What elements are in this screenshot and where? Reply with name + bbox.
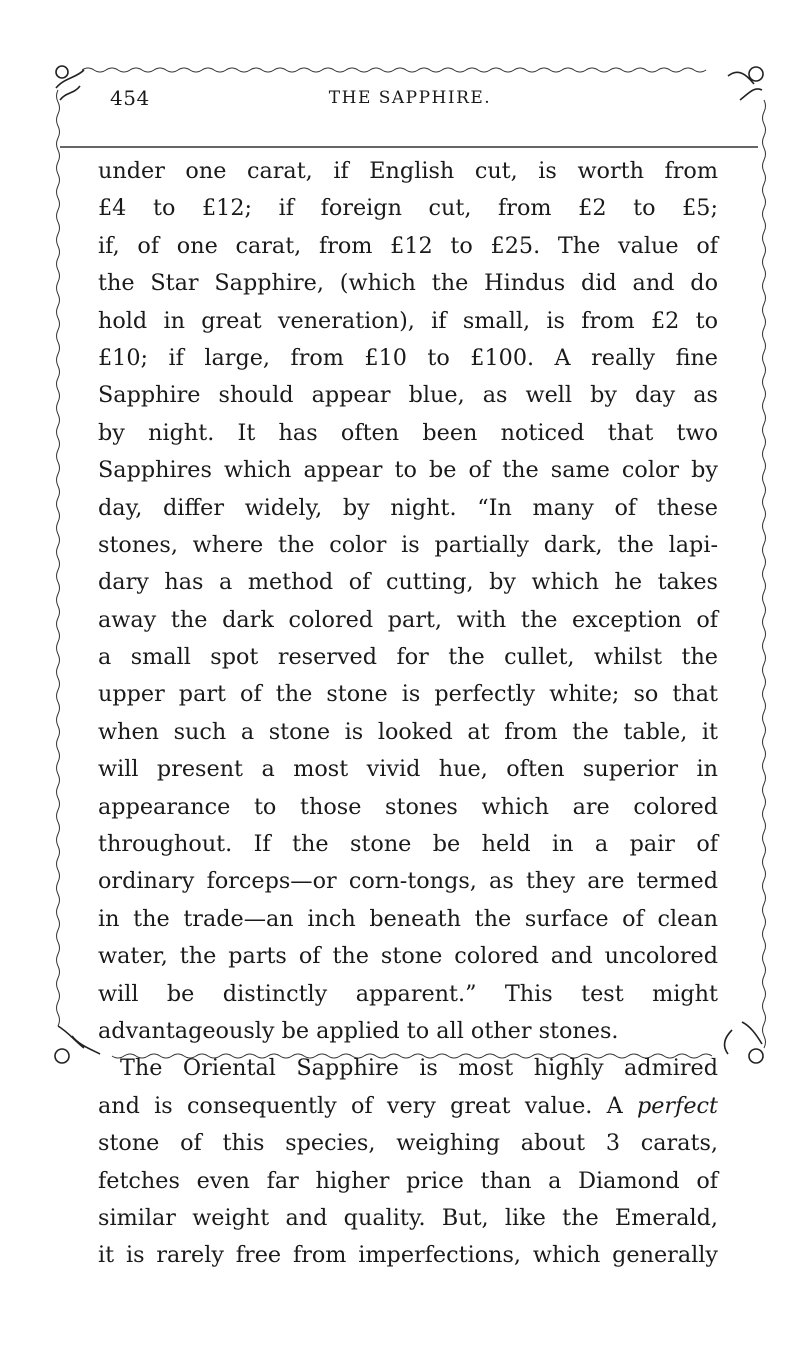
text-line: the Star Sapphire, (which the Hindus did and do (98, 270, 718, 297)
left-wavy-rule (57, 90, 60, 1026)
text-line: similar weight and quality. But, like the Emerald, (98, 1204, 718, 1231)
text-line: a small spot reserved for the cullet, whilst the (98, 644, 718, 671)
text-line: when such a stone is looked at from the table, it (98, 718, 718, 745)
text-line: water, the parts of the stone colored and uncolored (98, 943, 718, 970)
text-line: fetches even far higher price than a Diamond of (98, 1167, 718, 1194)
text-line: throughout. If the stone be held in a pair of (98, 831, 718, 858)
text-line: stone of this species, weighing about 3 carats, (98, 1130, 718, 1157)
text-line: if, of one carat, from £12 to £25. The value of (98, 232, 718, 259)
page-header (110, 86, 710, 116)
text-line: dary has a method of cutting, by which he takes (98, 569, 718, 596)
bottom-right-ornament (725, 1022, 763, 1063)
text-line: by night. It has often been noticed that two (98, 419, 718, 446)
text-line: will be distinctly apparent.” This test might (98, 980, 718, 1007)
page-number: 454 (110, 86, 150, 110)
running-title: THE SAPPHIRE. (328, 88, 492, 108)
italic-word: perfect (636, 1092, 718, 1119)
top-left-ornament (56, 66, 84, 100)
text-line: £4 to £12; if foreign cut, from £2 to £5; (98, 195, 718, 222)
text-line: upper part of the stone is perfectly white; so that (98, 681, 718, 708)
text-line: hold in great veneration), if small, is from £2 to (98, 307, 718, 334)
text-line: it is rarely free from imperfections, which generally (98, 1242, 718, 1269)
body-text (98, 153, 718, 1275)
text-line: The Oriental Sapphire is most highly admired (120, 1055, 718, 1082)
text-fragment: and is consequently of very great value. A (98, 1092, 623, 1119)
right-wavy-rule (763, 100, 766, 1048)
text-line: Sapphire should appear blue, as well by day as (98, 382, 718, 409)
text-line: stones, where the color is partially dark, the lapi- (98, 531, 718, 558)
text-line: appearance to those stones which are colored (98, 793, 718, 820)
text-line: day, differ widely, by night. “In many of these (98, 494, 718, 521)
text-line: Sapphires which appear to be of the same color by (98, 457, 718, 484)
top-wavy-rule (82, 68, 706, 72)
text-line: advantageously be applied to all other stones. (98, 1017, 619, 1044)
text-line: away the dark colored part, with the exception of (98, 606, 718, 633)
text-line: under one carat, if English cut, is worth from (98, 158, 718, 184)
text-line: ordinary forceps—or corn-tongs, as they are termed (98, 868, 718, 895)
bottom-left-ornament (55, 1026, 100, 1063)
text-line (98, 1088, 718, 1125)
top-right-ornament (728, 67, 763, 100)
text-line: will present a most vivid hue, often superior in (98, 756, 718, 783)
text-line: in the trade—an inch beneath the surface of clean (98, 905, 718, 932)
text-line: £10; if large, from £10 to £100. A really fine (98, 344, 718, 371)
